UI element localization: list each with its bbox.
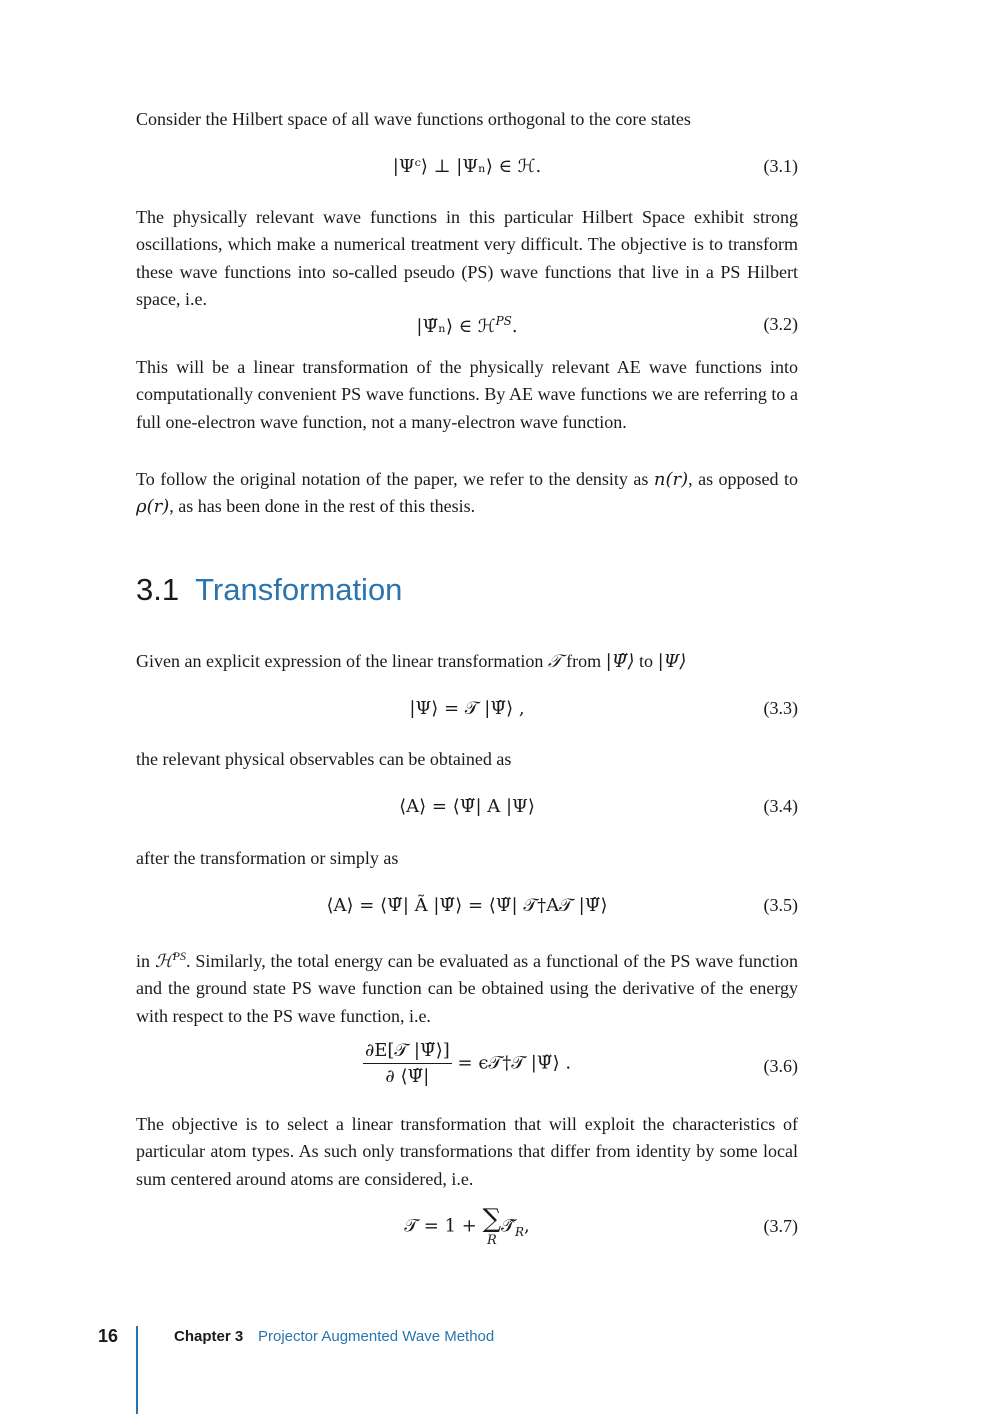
- equation-number: (3.4): [763, 796, 798, 816]
- equation-number: (3.7): [763, 1216, 798, 1236]
- paragraph-3: This will be a linear transformation of the physically relevant AE wave functions into computationally convenient PS wave functions. By AE wave functions we are referring to a full one-electron wave function, not a many-electron wave function.: [136, 357, 798, 432]
- equation-number: (3.5): [763, 895, 798, 915]
- fraction-denominator: ∂ ⟨Ψ̃|: [385, 1066, 430, 1087]
- equation-body: ⟨A⟩ = ⟨Ψ̃| A |Ψ⟩: [399, 796, 535, 817]
- summation-index: R: [486, 1233, 497, 1248]
- section-title: Transformation: [195, 572, 403, 607]
- equation-body: 𝒯 = 1 + ∑ R $𝒯̂_R$,: [404, 1204, 530, 1248]
- paragraph-1: Consider the Hilbert space of all wave functions orthogonal to the core states: [136, 109, 691, 129]
- equation-body: |Ψ⟩ = 𝒯 |Ψ̃⟩ ,: [409, 698, 525, 719]
- paragraph-9: The objective is to select a linear transformation that will exploit the characteristics of particular atom types. As such only transformations that differ from identity by some local sum centered around atoms are considered, i.e.: [136, 1114, 798, 1189]
- equation-body: $\frac{\text{∂E[𝒯 |Ψ̃⟩]}}{\partial ⟨\Psĩ|}$ = ϵ𝒯†𝒯 |Ψ̃⟩ .: [364, 1040, 572, 1087]
- equation-body: ⟨A⟩ = ⟨Ψ̃| Ã |Ψ̃⟩ = ⟨Ψ̃| 𝒯†A𝒯 |Ψ̃⟩: [326, 895, 608, 916]
- equation-number: (3.3): [763, 698, 798, 718]
- equation-3-6: [136, 1040, 798, 1100]
- paragraph-7: after the transformation or simply as: [136, 848, 399, 868]
- equation-number: (3.6): [763, 1056, 798, 1076]
- paragraph-4: To follow the original notation of the paper, we refer to the density as n(r), as opposed to ρ(r), as has been done in the rest of this thesis.: [136, 469, 799, 518]
- page-number: 16: [98, 1326, 119, 1346]
- equation-body: |Ψ̃ₙ⟩ ∈ ℋ$^{PS}$.: [416, 314, 518, 337]
- footer-chapter-title: Projector Augmented Wave Method: [258, 1328, 495, 1345]
- paragraph-6: the relevant physical observables can be obtained as: [136, 749, 512, 769]
- summation: [483, 1206, 502, 1247]
- fraction: [363, 1040, 452, 1087]
- paragraph-8: in ℋ$^{PS}$. Similarly, the total energy can be evaluated as a functional of the PS wave function and the ground state PS wave function can be obtained using the derivative of the energy with respect to the PS wave function, i.e.: [136, 949, 799, 1026]
- footer-chapter-label: Chapter 3: [174, 1328, 244, 1345]
- equation-body: |Ψᶜ⟩ ⊥ |Ψₙ⟩ ∈ ℋ.: [392, 156, 542, 177]
- section-heading: [136, 572, 402, 608]
- equation-number: (3.2): [763, 314, 798, 334]
- footer-divider: [136, 1326, 138, 1414]
- equation-3-7: [136, 1206, 798, 1262]
- summation-sign: ∑: [482, 1204, 502, 1234]
- fraction-numerator: ∂E[𝒯 |Ψ̃⟩]: [363, 1040, 452, 1064]
- paragraph-2: The physically relevant wave functions in this particular Hilbert Space exhibit strong oscillations, which make a numerical treatment very difficult. The objective is to transform these wave functions into so-called pseudo (PS) wave functions that live in a PS Hilbert space, i.e.: [136, 207, 798, 310]
- equation-number: (3.1): [763, 156, 798, 176]
- section-number: 3.1: [136, 572, 180, 607]
- paragraph-5: Given an explicit expression of the linear transformation 𝒯 from |Ψ̃⟩ to |Ψ⟩: [136, 651, 687, 672]
